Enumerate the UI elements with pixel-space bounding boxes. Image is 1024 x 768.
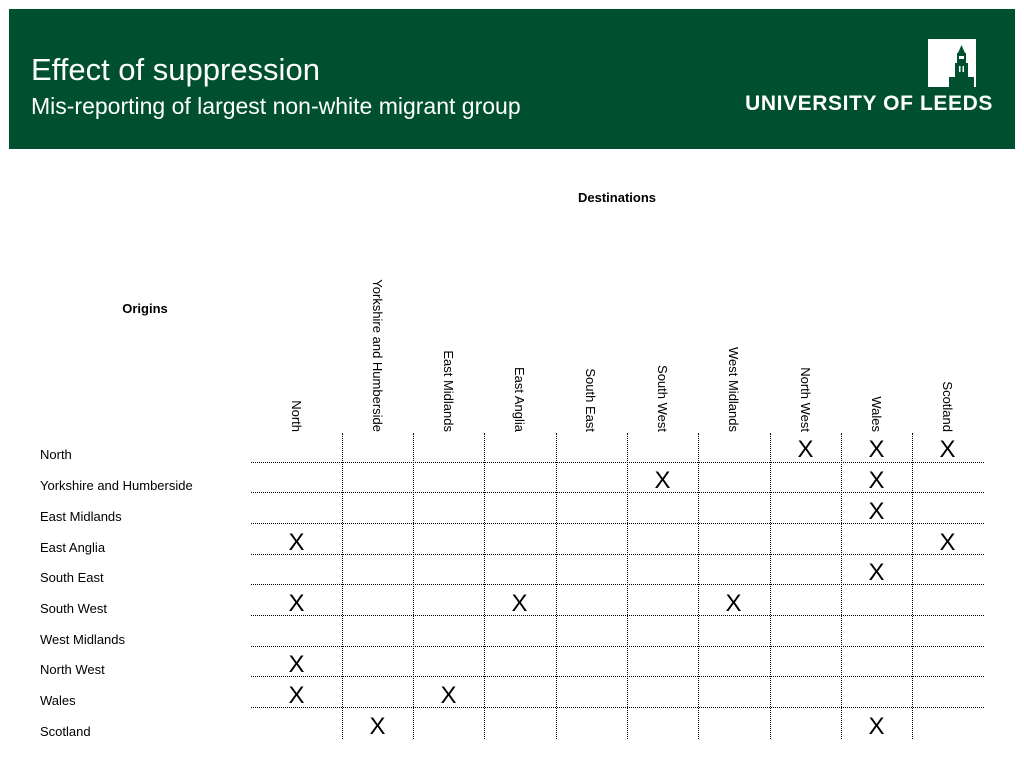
column-header-label: East Anglia [512, 366, 527, 432]
row-header: North [40, 447, 72, 462]
row-header: East Anglia [40, 540, 106, 555]
column-header-label: Yorkshire and Humberside [370, 279, 385, 432]
column-header-label: East Midlands [441, 350, 456, 432]
row-divider [251, 646, 984, 647]
column-divider [770, 433, 771, 739]
cell-mark: X [725, 590, 742, 617]
column-header-label: West Midlands [726, 346, 741, 432]
cell-mark: X [868, 713, 885, 740]
cell-mark: X [440, 682, 457, 709]
university-logo-text: UNIVERSITY OF LEEDS [745, 92, 993, 115]
column-header-label: North [289, 400, 304, 432]
cell-mark: X [288, 529, 305, 556]
cell-mark: X [868, 467, 885, 494]
origins-label: Origins [122, 301, 168, 316]
column-divider [912, 433, 913, 739]
column-divider [484, 433, 485, 739]
column-header-label: North West [798, 367, 813, 432]
cell-mark: X [868, 559, 885, 586]
row-header: East Midlands [40, 509, 122, 524]
row-divider [251, 615, 984, 616]
column-divider [556, 433, 557, 739]
column-header-label: Wales [869, 396, 884, 432]
row-header: Wales [40, 693, 76, 708]
cell-mark: X [868, 498, 885, 525]
cell-mark: X [797, 436, 814, 463]
row-header: North West [40, 662, 105, 677]
slide-title: Effect of suppression [31, 52, 320, 87]
row-divider [251, 707, 984, 708]
cell-mark: X [369, 713, 386, 740]
row-header: Yorkshire and Humberside [40, 478, 193, 493]
cell-mark: X [939, 436, 956, 463]
cell-mark: X [939, 529, 956, 556]
cell-mark: X [288, 590, 305, 617]
row-divider [251, 554, 984, 555]
column-header-label: South West [655, 365, 670, 432]
cell-mark: X [511, 590, 528, 617]
cell-mark: X [654, 467, 671, 494]
row-header: South West [40, 601, 107, 616]
column-divider [342, 433, 343, 739]
row-header: West Midlands [40, 632, 126, 647]
row-header: South East [40, 570, 104, 585]
slide-subtitle: Mis-reporting of largest non-white migrant group [31, 93, 521, 119]
cell-mark: X [868, 436, 885, 463]
row-header: Scotland [40, 724, 91, 739]
column-divider [698, 433, 699, 739]
parkinson-tower-icon [928, 39, 976, 87]
cell-mark: X [288, 682, 305, 709]
cell-mark: X [288, 651, 305, 678]
column-header-label: Scotland [940, 381, 955, 432]
row-divider [251, 676, 984, 677]
column-header-label: South East [583, 368, 598, 432]
destinations-label: Destinations [577, 190, 656, 205]
